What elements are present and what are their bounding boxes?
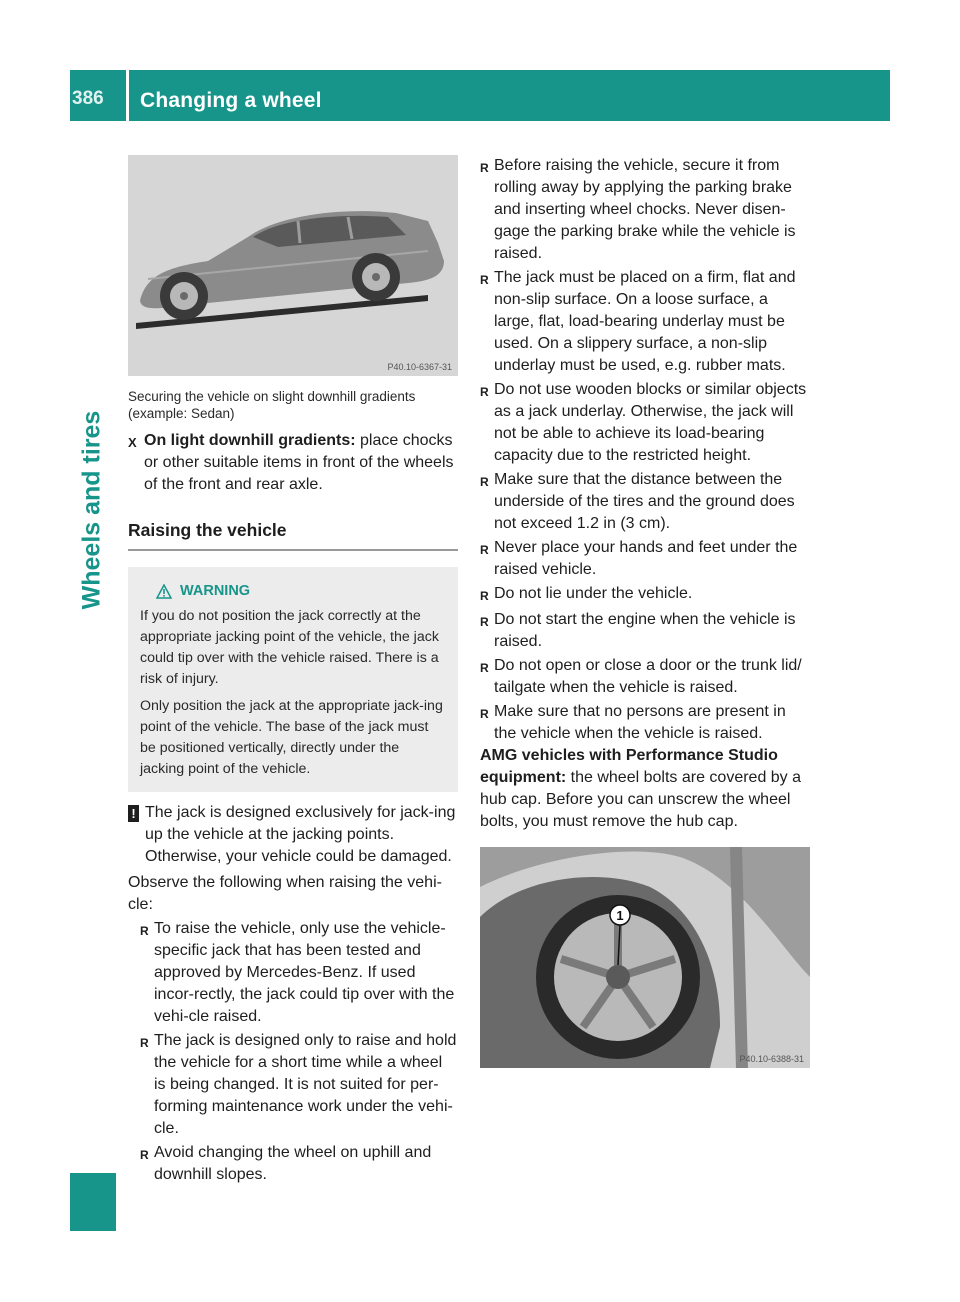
left-bullet-list	[128, 918, 458, 1186]
wheel-figure	[480, 847, 810, 1068]
instruction-step	[128, 430, 458, 496]
warning-paragraph-2: Only position the jack at the appropriate jack-ing point of the vehicle. The base of the jack must be positioned vertically, directly under the jacking point of the vehicle.	[140, 698, 443, 777]
list-item	[480, 609, 812, 653]
car-on-slope-figure	[128, 155, 458, 376]
warning-paragraph-1: If you do not position the jack correctly at the appropriate jacking point of the vehicle, the jack could tip over with the vehicle raised. There is a risk of injury.	[140, 608, 439, 687]
bullet-icon: R	[480, 385, 489, 399]
side-chapter-text: Wheels and tires	[77, 410, 106, 610]
bullet-icon: R	[480, 161, 489, 175]
amg-bold: AMG vehicles with Performance Studio equipment:	[480, 747, 778, 786]
list-item-text: Avoid changing the wheel on uphill and downhill slopes.	[154, 1144, 432, 1183]
bullet-icon: R	[140, 924, 149, 938]
bullet-icon: R	[480, 273, 489, 287]
list-item	[480, 267, 812, 377]
bullet-icon: R	[480, 543, 489, 557]
bullet-icon: R	[480, 661, 489, 675]
warning-triangle-icon	[156, 584, 172, 599]
list-item-text: The jack is designed only to raise and hold the vehicle for a short time while a wheel is being changed. It is not suited for per-forming maintenance work under the vehi-cle.	[154, 1032, 457, 1137]
instruction-bold: On light downhill gradients:	[144, 432, 356, 449]
observe-text: Observe the following when raising the vehi-cle:	[128, 874, 442, 913]
car-on-slope-illustration	[128, 155, 458, 376]
side-chapter-block	[70, 1173, 116, 1231]
notice	[128, 802, 458, 868]
notice-text: The jack is designed exclusively for jack-ing up the vehicle at the jacking points. Otherwise, your vehicle could be damaged.	[145, 804, 456, 865]
list-item	[128, 1030, 458, 1140]
figure-code: P40.10-6367-31	[387, 362, 452, 372]
list-item	[480, 701, 812, 745]
list-item-text: Do not open or close a door or the trunk lid/ tailgate when the vehicle is raised.	[494, 657, 802, 696]
list-item-text: Make sure that no persons are present in the vehicle when the vehicle is raised.	[494, 703, 786, 742]
subheading: Raising the vehicle	[128, 520, 458, 551]
bullet-icon: R	[140, 1148, 149, 1162]
bullet-icon: R	[480, 475, 489, 489]
exclamation-icon: !	[128, 805, 139, 822]
list-item-text: Never place your hands and feet under the raised vehicle.	[494, 539, 798, 578]
bullet-icon: R	[480, 707, 489, 721]
left-column	[128, 155, 458, 1186]
instruction-text: place chocks or other suitable items in front of the wheels of the front and rear axle.	[144, 432, 454, 493]
amg-text: the wheel bolts are covered by a hub cap. Before you can unscrew the wheel bolts, you must remove the hub cap.	[480, 769, 802, 830]
list-item-text: Make sure that the distance between the underside of the tires and the ground does not exceed 1.2 in (3 cm).	[494, 471, 795, 532]
list-item	[128, 918, 458, 1028]
list-item	[480, 655, 812, 699]
list-item-text: To raise the vehicle, only use the vehicle-specific jack that has been tested and approved by Mercedes-Benz. If used incor-rectly, the jack could tip over with the vehi-cle raised.	[154, 920, 455, 1025]
list-item-text: Before raising the vehicle, secure it from rolling away by applying the parking brake and inserting wheel chocks. Never disen-gage the parking brake while the vehicle is raised.	[494, 157, 796, 262]
warning-box	[128, 567, 458, 792]
list-item	[480, 583, 812, 607]
figure-caption: Securing the vehicle on slight downhill gradients (example: Sedan)	[128, 389, 416, 421]
list-item-text: Do not start the engine when the vehicle is raised.	[494, 611, 796, 650]
list-item	[480, 379, 812, 467]
wheel-illustration	[480, 847, 810, 1068]
right-column	[480, 155, 812, 1068]
bullet-icon: R	[480, 615, 489, 629]
list-item	[480, 537, 812, 581]
side-chapter-label	[68, 260, 116, 760]
callout-number: 1	[616, 908, 624, 923]
list-item-text: Do not lie under the vehicle.	[494, 585, 693, 602]
section-title: Changing a wheel	[140, 89, 322, 112]
list-item	[480, 155, 812, 265]
list-item	[128, 1142, 458, 1186]
instruction-arrow-icon: X	[128, 435, 137, 450]
warning-title: WARNING	[180, 583, 251, 599]
bullet-icon: R	[140, 1036, 149, 1050]
figure-code: P40.10-6388-31	[739, 1054, 804, 1064]
list-item-text: Do not use wooden blocks or similar objects as a jack underlay. Otherwise, the jack will not be able to achieve its load-bearing capacity due to the restricted height.	[494, 381, 807, 464]
bullet-icon: R	[480, 589, 489, 603]
page-number: 386	[72, 88, 104, 109]
header-divider	[126, 70, 129, 121]
right-bullet-list	[480, 155, 812, 745]
list-item	[480, 469, 812, 535]
list-item-text: The jack must be placed on a firm, flat and non-slip surface. On a loose surface, a large, flat, load-bearing underlay must be used. On a slippery surface, a non-slip underlay must be used, e.g. rubber mats.	[494, 269, 796, 374]
amg-paragraph	[480, 745, 812, 833]
